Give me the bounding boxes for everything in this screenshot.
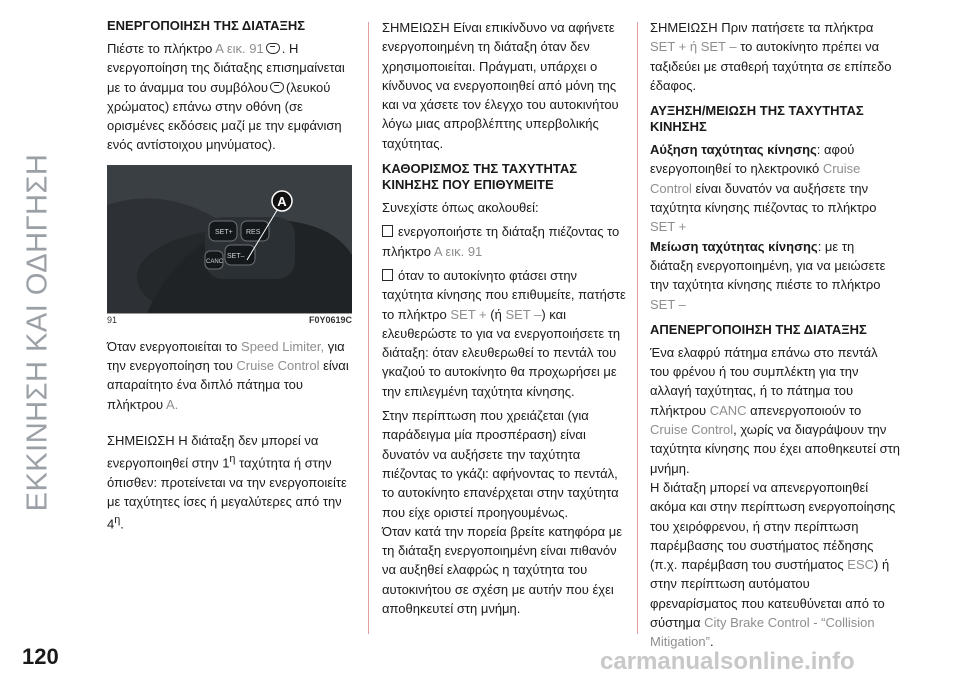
paragraph-deactivation-systems: Η διάταξη μπορεί να απενεργοποιηθεί ακόμα και στην περίπτωση ενεργοποίησης του χειρόφρενου, ή στην περίπτωση παρέμβασης του συστήματος πέδησης (π.χ. παρέμβαση του συστήματος ESC) ή στην περίπτωση αυτόματου φρεναρίσματος που κατευθύνεται από το σύστημα City Brake Control - “Collision Mitigation”.	[650, 479, 896, 650]
list-item: όταν το αυτοκίνητο φτάσει στην ταχύτητα κίνησης που επιθυμείτε, πατήστε το πλήκτρο SET + (ή SET –) και ελευθερώστε το για να ενεργοποιήσετε τη διάταξη: όταν ελευθερωθεί το πεντάλ του γκαζιού το αυτοκίνητο θα προχωρήσει με την επιλεγμένη ταχύτητα κίνησης.	[382, 267, 626, 399]
column-3	[650, 18, 900, 657]
watermark: carmanualsonline.info	[600, 648, 855, 675]
note-danger: ΣΗΜΕΙΩΣΗ Είναι επικίνδυνο να αφήνετε ενεργοποιημένη τη διάταξη όταν δεν χρησιμοποιείται. Πράγματι, υπάρχει ο κίνδυνος να ενεργοποιηθεί από μόνη της και να χάσετε τον έλεγχο του αυτοκινήτου λόγω μιας απροβλέπτης υπερβολικής ταχύτητας.	[382, 20, 619, 151]
checkbox-bullet-icon	[382, 269, 393, 281]
svg-text:SET–: SET–	[227, 252, 245, 260]
paragraph-downhill: Όταν κατά την πορεία βρείτε κατηφόρα με τη διάταξη ενεργοποιημένη είναι πιθανόν να αυξηθεί ελαφρώς η ταχύτητα του αυτοκινήτου σε σχέση με αυτήν που έχει αποθηκευτεί στη μνήμη.	[382, 523, 623, 617]
svg-text:RES: RES	[246, 228, 261, 236]
paragraph-speed-limiter: Όταν ενεργοποιείται το Speed Limiter, για την ενεργοποίηση του Cruise Control είναι απαραίτητο ένα διπλό πάτημα του πλήκτρου Α.	[107, 338, 349, 412]
steering-wheel-illustration	[107, 165, 352, 313]
figure-caption	[107, 313, 352, 327]
paragraph-overtake: Στην περίπτωση που χρειάζεται (για παράδειγμα μία προσπέραση) είναι δυνατόν να αυξήσετε την ταχύτητα πιέζοντας το γκάζι: αφήνοντας το πεντάλ, το αυτοκίνητο επανέρχεται στην ταχύτητα που είχε οριστεί προηγουμένως.	[382, 408, 619, 520]
cruise-control-icon	[266, 43, 280, 54]
note-before-set: ΣΗΜΕΙΩΣΗ Πριν πατήσετε τα πλήκτρα SET + ή SET – το αυτοκίνητο πρέπει να ταξιδεύει με σταθερή ταχύτητα σε επίπεδο έδαφος.	[650, 20, 892, 93]
column-1	[107, 18, 352, 539]
section-heading-deactivation: ΑΠΕΝΕΡΓΟΠΟΙΗΣΗ ΤΗΣ ΔΙΑΤΑΞΗΣ	[650, 321, 867, 337]
checkbox-bullet-icon	[382, 225, 393, 237]
column-2	[382, 18, 627, 623]
page-number: 120	[22, 644, 59, 669]
note-gear: ΣΗΜΕΙΩΣΗ Η διάταξη δεν μπορεί να ενεργοποιηθεί στην $1^\eta$ ταχύτητα ή στην όπισθεν: προτείνεται να την ενεργοποιείτε με ταχύτητες ίσες ή μεγαλύτερες από την $4^\eta$.	[107, 432, 347, 532]
column-divider	[368, 22, 369, 634]
list-item: ενεργοποιήστε τη διάταξη πιέζοντας το πλήκτρο Α εικ. 91	[382, 224, 620, 259]
cruise-control-icon	[270, 82, 284, 93]
figure-code: F0Y0619C	[308, 314, 352, 325]
paragraph-activation: Πιέστε το πλήκτρο Α εικ. 91 . Η ενεργοποίηση της διάταξης επισημαίνεται με το άναμμα του συμβόλου (λευκού χρώματος) επάνω στην οθόνη (σε ορισμένες εκδόσεις μαζί με την εμφάνιση ενός αντίστοιχου μηνύματος).	[107, 41, 345, 153]
column-divider	[637, 22, 638, 634]
section-heading-set-speed: ΚΑΘΟΡΙΣΜΟΣ ΤΗΣ ΤΑΧΥΤΗΤΑΣ ΚΙΝΗΣΗΣ ΠΟΥ ΕΠΙΘΥΜΕΙΤΕ	[382, 161, 578, 193]
chapter-side-title: ΕΚΚΙΝΗΣΗ ΚΑΙ ΟΔΗΓΗΣΗ	[21, 153, 54, 512]
figure-number: 91	[107, 314, 118, 325]
steering-wheel-figure	[107, 165, 352, 313]
section-heading-activation: ΕΝΕΡΓΟΠΟΙΗΣΗ ΤΗΣ ΔΙΑΤΑΞΗΣ	[107, 18, 306, 33]
paragraph-deactivation-pedal: Ένα ελαφρύ πάτημα επάνω στο πεντάλ του φρένου ή του συμπλέκτη για την αλλαγή ταχύτητας, ή το πάτημα του πλήκτρου CANC απενεργοποιούν το Cruise Control, χωρίς να διαγράψουν την ταχύτητα κίνησης που έχει αποθηκευτεί στη μνήμη.	[650, 344, 900, 476]
figure-label-a: A	[277, 193, 287, 209]
svg-text:SET+: SET+	[215, 228, 233, 236]
paragraph-increase: Αύξηση ταχύτητας κίνησης: αφού ενεργοποιηθεί το ηλεκτρονικό Cruise Control είναι δυνατόν να αυξήσετε την ταχύτητα κίνησης πιέζοντας το πλήκτρο SET +	[650, 142, 877, 235]
section-heading-increase-decrease: ΑΥΞΗΣΗ/ΜΕΙΩΣΗ ΤΗΣ ΤΑΧΥΤΗΤΑΣ ΚΙΝΗΣΗΣ	[650, 103, 864, 135]
paragraph-intro: Συνεχίστε όπως ακολουθεί:	[382, 200, 539, 216]
svg-text:CANC: CANC	[206, 258, 224, 265]
paragraph-decrease: Μείωση ταχύτητας κίνησης: με τη διάταξη ενεργοποιημένη, για να μειώσετε την ταχύτητα κίνησης πιέστε το πλήκτρο SET –	[650, 238, 886, 312]
